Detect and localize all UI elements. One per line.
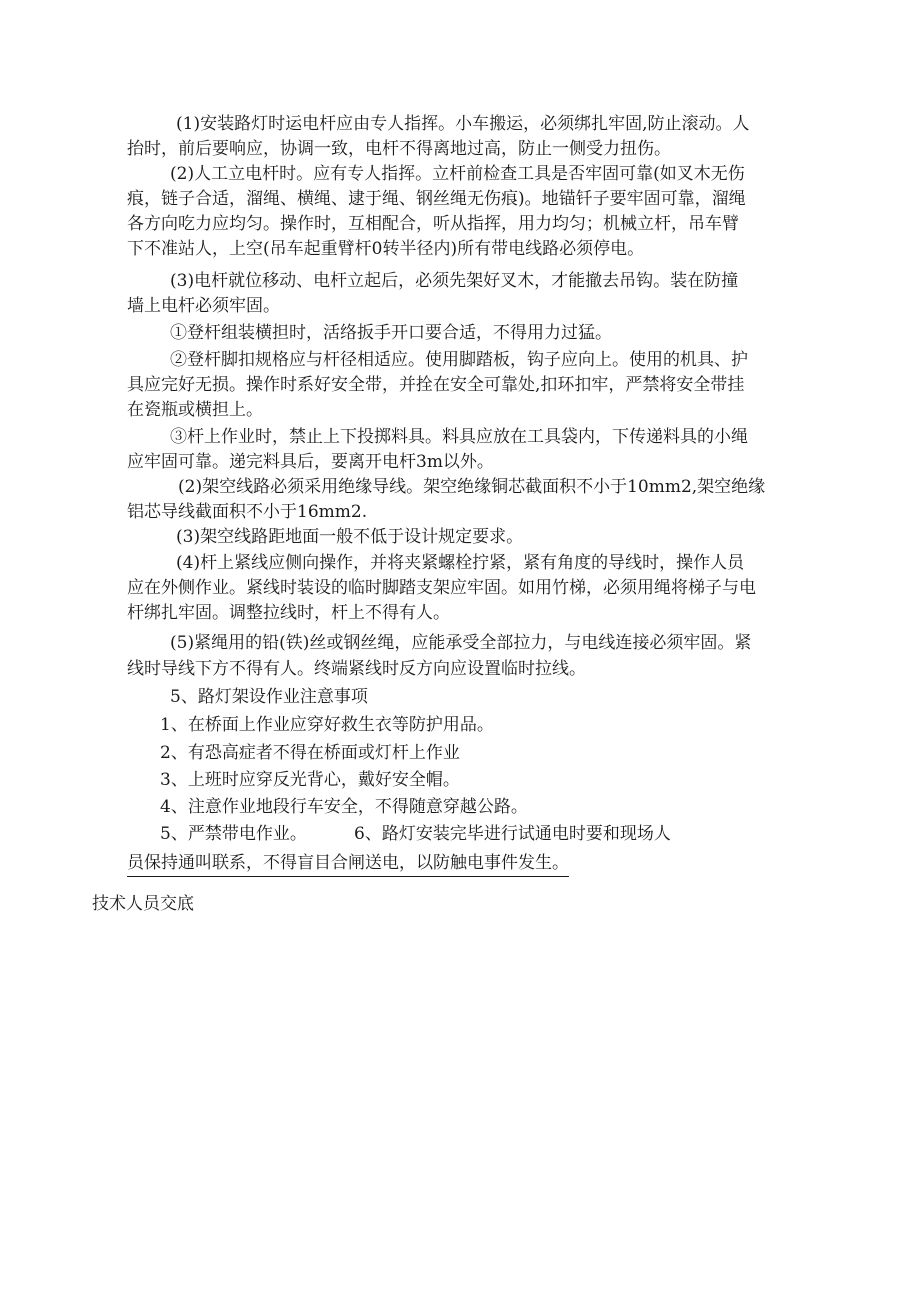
note-item-3: 3、上班时应穿反光背心，戴好安全帽。 — [160, 770, 460, 790]
paragraph-3-line-2: 墙上电杆必须牢固。 — [127, 296, 280, 316]
paragraph-4-line-1: ①登杆组装横担时，活络扳手开口要合适，不得用力过猛。 — [170, 323, 612, 343]
paragraph-2-line-3: 各方向吃力应均匀。操作时，互相配合，听从指挥，用力均匀；机械立杆，吊车臂 — [127, 214, 739, 234]
note-item-4: 4、注意作业地段行车安全，不得随意穿越公路。 — [160, 797, 528, 817]
section-heading: 5、路灯架设作业注意事项 — [170, 687, 368, 707]
note-item-1: 1、在桥面上作业应穿好救生衣等防护用品。 — [160, 715, 494, 735]
paragraph-1-line-2: 抬时，前后要响应，协调一致，电杆不得离地过高，防止一侧受力扭伤。 — [127, 139, 671, 159]
paragraph-6-line-1: ③杆上作业时，禁止上下投掷料具。料具应放在工具袋内，下传递料具的小绳 — [170, 427, 748, 447]
paragraph-7-line-1: (2)架空线路必须采用绝缘导线。架空绝缘铜芯截面积不小于10mm2,架空绝缘 — [178, 477, 766, 497]
note-item-6: 6、路灯安装完毕进行试通电时要和现场人 — [354, 824, 671, 844]
paragraph-7-line-2: 铝芯导线截面积不小于16mm2. — [127, 502, 368, 522]
note-item-5: 5、严禁带电作业。 — [160, 824, 307, 844]
footer-label: 技术人员交底 — [92, 894, 194, 914]
paragraph-5-line-2: 具应完好无损。操作时系好安全带，并拴在安全可靠处,扣环扣牢，严禁将安全带挂 — [127, 375, 745, 395]
paragraph-2-line-1: (2)人工立电杆时。应有专人指挥。立杆前检查工具是否牢固可靠(如叉木无伤 — [170, 164, 745, 184]
paragraph-2-line-2: 痕，链子合适，溜绳、横绳、逮于绳、钢丝绳无伤痕)。地锚钎子要牢固可靠，溜绳 — [127, 189, 746, 209]
paragraph-9-line-2: 应在外侧作业。紧线时装设的临时脚踏支架应牢固。如用竹梯，必须用绳将梯子与电 — [127, 578, 756, 598]
paragraph-10-line-2: 线时导线下方不得有人。终端紧线时反方向应设置临时拉线。 — [127, 659, 586, 679]
paragraph-5-line-3: 在瓷瓶或横担上。 — [127, 400, 263, 420]
paragraph-9-line-1: (4)杆上紧线应侧向操作，并将夹紧螺栓拧紧，紧有角度的导线时，操作人员 — [176, 553, 745, 573]
note-item-2: 2、有恐高症者不得在桥面或灯杆上作业 — [160, 743, 460, 763]
paragraph-1-line-1: (1)安装路灯时运电杆应由专人指挥。小车搬运，必须绑扎牢固,防止滚动。人 — [176, 114, 750, 134]
note-item-6-continuation: 员保持通叫联系，不得盲目合闸送电，以防触电事件发生。 — [127, 851, 569, 877]
paragraph-3-line-1: (3)电杆就位移动、电杆立起后，必须先架好叉木，才能撤去吊钩。装在防撞 — [170, 271, 739, 291]
paragraph-6-line-2: 应牢固可靠。递完料具后，要离开电杆3m以外。 — [127, 452, 494, 472]
paragraph-5-line-1: ②登杆脚扣规格应与杆径相适应。使用脚踏板，钩子应向上。使用的机具、护 — [170, 350, 748, 370]
paragraph-10-line-1: (5)紧绳用的铅(铁)丝或钢丝绳，应能承受全部拉力，与电线连接必须牢固。紧 — [170, 633, 752, 653]
paragraph-2-line-4: 下不准站人，上空(吊车起重臂杆0转半径内)所有带电线路必须停电。 — [127, 239, 645, 259]
paragraph-9-line-3: 杆绑扎牢固。调整拉线时，杆上不得有人。 — [127, 603, 450, 623]
paragraph-8-line-1: (3)架空线路距地面一般不低于设计规定要求。 — [176, 527, 524, 547]
